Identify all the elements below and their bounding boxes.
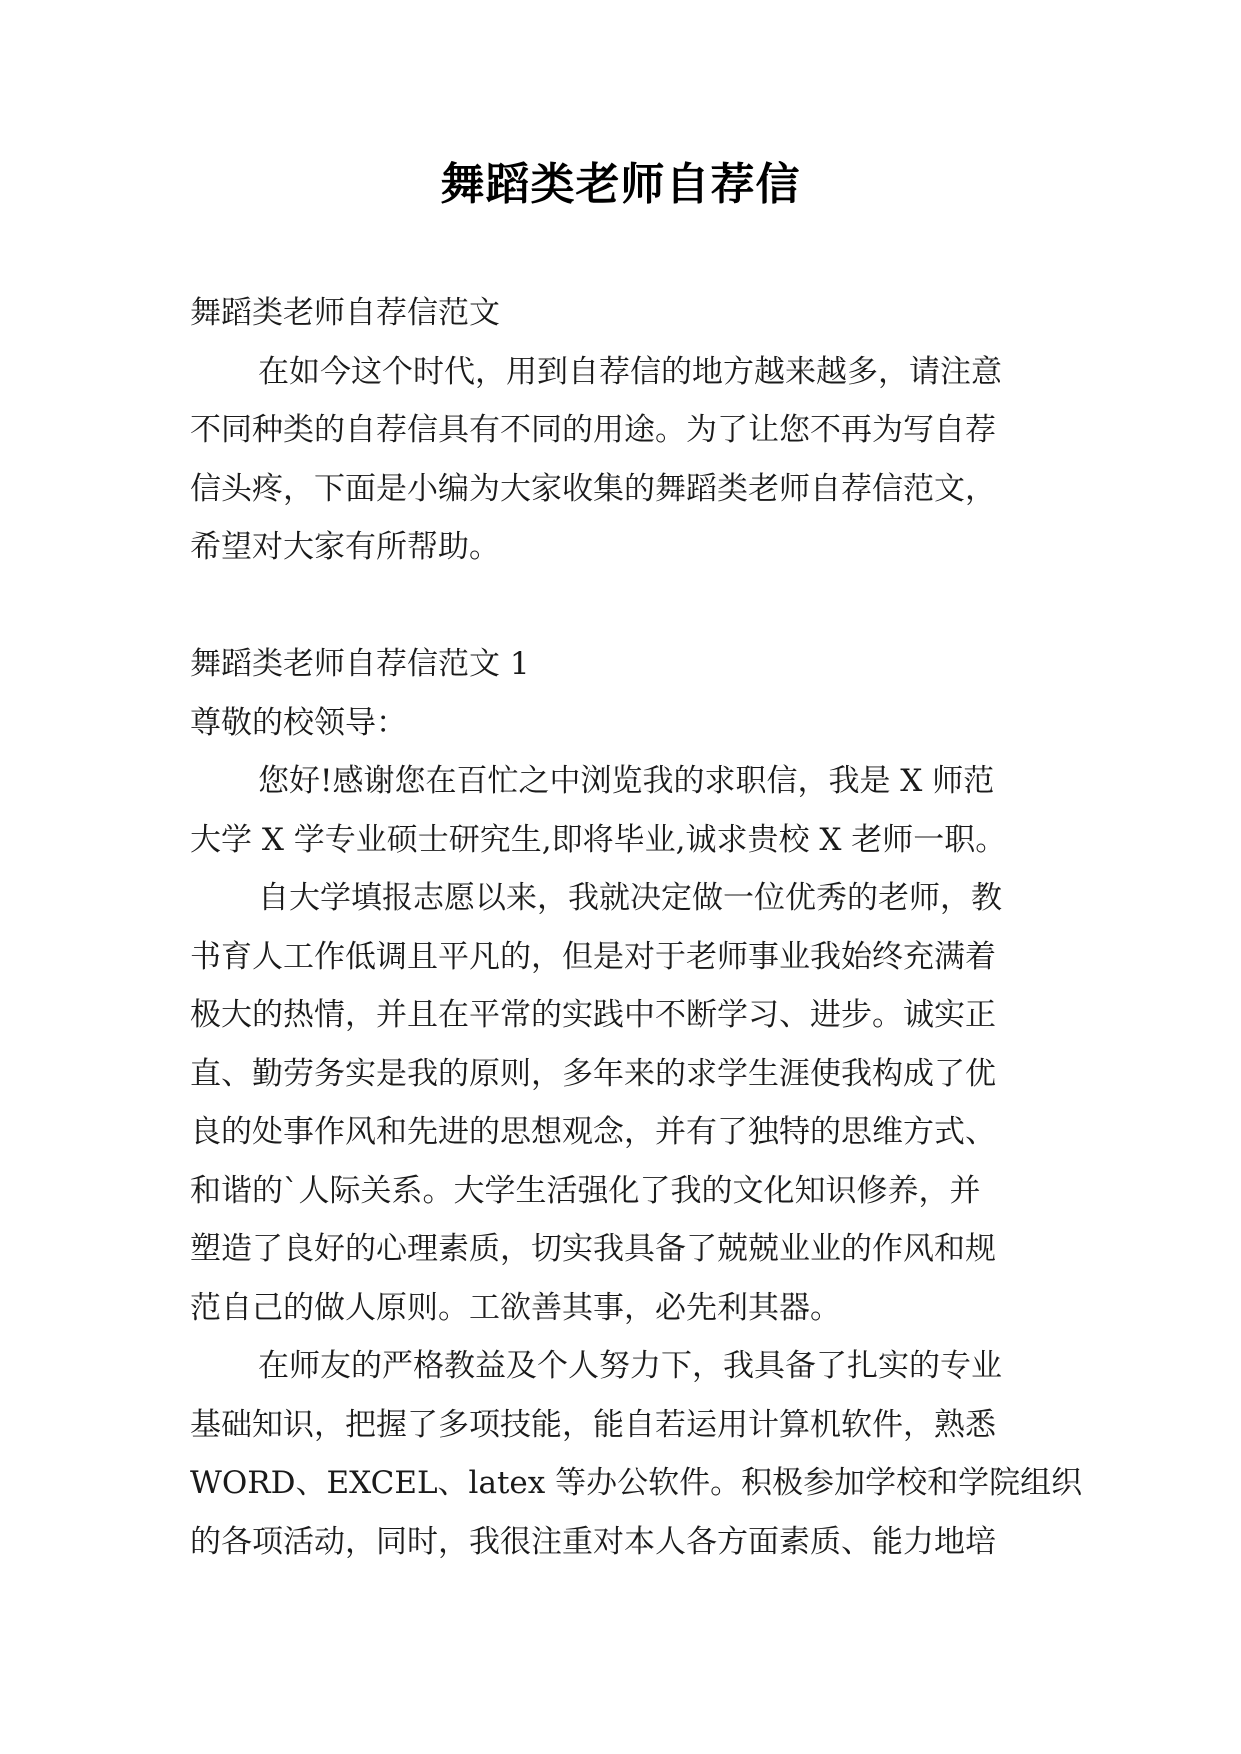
paragraph-line: 自大学填报志愿以来，我就决定做一位优秀的老师，教 [258,880,1002,916]
document-body [190,284,1083,1571]
paragraph-line: 的各项活动，同时，我很注重对本人各方面素质、能力地培 [190,1523,996,1560]
intro-line: 希望对大家有所帮助。 [190,529,500,565]
paragraph-line: 您好!感谢您在百忙之中浏览我的求职信，我是 X 师范 [258,763,995,799]
paragraph-gap [190,577,1060,636]
paragraph-line: 大学 X 学专业硕士研究生,即将毕业,诚求贵校 X 老师一职。 [190,821,1007,858]
salutation: 尊敬的校领导： [190,704,407,741]
intro-line: 不同种类的自荐信具有不同的用途。为了让您不再为写自荐 [190,412,996,448]
intro-line: 在如今这个时代，用到自荐信的地方越来越多，请注意 [258,353,1002,390]
subtitle: 舞蹈类老师自荐信范文 [190,295,500,331]
paragraph-line: 极大的热情，并且在平常的实践中不断学习、进步。诚实正 [190,997,996,1033]
paragraph-line: 和谐的`人际关系。大学生活强化了我的文化知识修养，并 [190,1172,981,1209]
paragraph-line: 良的处事作风和先进的思想观念，并有了独特的思维方式、 [190,1114,996,1150]
paragraph-line: 书育人工作低调且平凡的，但是对于老师事业我始终充满着 [190,938,996,975]
paragraph-line: 直、勤劳务实是我的原则，多年来的求学生涯使我构成了优 [190,1055,996,1092]
paragraph-line: 塑造了良好的心理素质，切实我具备了兢兢业业的作风和规 [190,1231,996,1267]
paragraph-line: 在师友的严格教益及个人努力下，我具备了扎实的专业 [258,1348,1002,1384]
section-heading: 舞蹈类老师自荐信范文 1 [190,646,530,682]
paragraph-line: 基础知识，把握了多项技能，能自若运用计算机软件，熟悉 [190,1406,996,1443]
intro-line: 信头疼，下面是小编为大家收集的舞蹈类老师自荐信范文， [190,470,996,507]
document-title: 舞蹈类老师自荐信 [440,159,801,210]
paragraph-line: 范自己的做人原则。工欲善其事，必先利其器。 [190,1289,841,1326]
paragraph-line: WORD、EXCEL、latex 等办公软件。积极参加学校和学院组织 [190,1465,1083,1501]
